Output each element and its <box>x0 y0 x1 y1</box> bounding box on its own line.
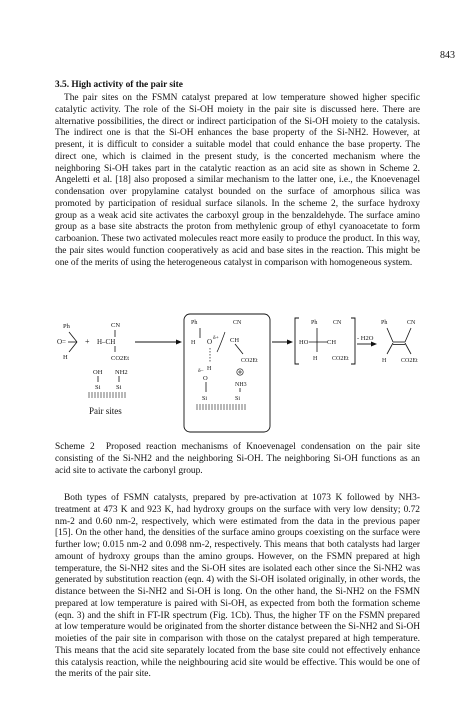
scheme-label: CH <box>230 337 240 344</box>
scheme-label: CO2Et <box>241 358 258 364</box>
scheme-label: CH <box>327 339 337 346</box>
scheme-label: NH2 <box>115 369 128 376</box>
scheme-label: CN <box>111 322 121 329</box>
scheme-label: H <box>313 356 318 362</box>
pair-sites-label: Pair sites <box>89 406 122 416</box>
page-number: 843 <box>440 50 455 61</box>
scheme-label: δ+ <box>213 335 219 341</box>
scheme-label: NH3 <box>235 382 247 388</box>
scheme-label: Si <box>95 384 101 391</box>
body-paragraph-2 <box>55 493 420 681</box>
scheme-label: Ph <box>311 320 318 326</box>
paragraph-text: The pair sites on the FSMN catalyst prepared at low temperature showed higher specific catalytic activity. The role of the Si-OH moiety in the pair site is discussed here. There are alternative possibilities, the direct or indirect participation of the Si-OH moiety to the catalysis. The indirect one is that the Si-OH enhances the base property of the Si-NH2. However, at present, it is difficult to consider a suitable model that could enhance the base property. The direct one, which is claimed in the present study, is the concerted mechanism where the neighboring Si-OH takes part in the catalytic reaction as an acid site as shown in Scheme 2. Angeletti et al. [18] also proposed a similar mechanism to the latter one, i.e., the Knoevenagel condensation over propylamine catalyst bounded on the surface of amorphous silica was promoted by participation of residual surface silanols. In the scheme 2, the surface hydroxy group as a weak acid site activates the carboxyl group in the benzaldehyde. The surface amino group as a base site abstracts the proton from methylenic group of ethyl cyanoacetate to form carboanion. These two activated molecules react more easily to produce the product. In this way, the pair sites would function cooperatively as acid and base sites in the reaction. This might be one of the merits of using the heterogeneous catalyst in comparison with homogeneous system. <box>55 93 420 268</box>
scheme-label: Ph <box>191 320 198 326</box>
scheme-label: H <box>191 340 196 346</box>
scheme-label: H <box>382 358 387 364</box>
scheme-label: OH <box>93 369 103 376</box>
scheme-label: O <box>203 375 208 382</box>
scheme-label: CO2Et <box>332 356 349 362</box>
scheme-label: CN <box>407 320 416 326</box>
scheme-label: CO2Et <box>111 355 130 362</box>
scheme-label: Ph <box>381 320 388 326</box>
scheme-label: H <box>63 354 68 361</box>
scheme-label: CN <box>233 320 242 326</box>
scheme-label: Si <box>116 384 122 391</box>
scheme-label: HO <box>299 339 309 346</box>
scheme-caption <box>55 442 420 477</box>
paragraph-text: Both types of FSMN catalysts, prepared by pre-activation at 1073 K followed by NH3-treatment at 473 K and 923 K, had hydroxy groups on the surface with very low density; 0.72 nm-2 and 0.60 nm-2, respectively, which were estimated from the data in the previous paper [15]. On the other hand, the densities of the surface amino groups coexisting on the surface were further low; 0.015 nm-2 and 0.098 nm-2, respectively. This means that both catalysts had larger amount of hydroxy groups than the amino groups. However, on the FSMN prepared at high temperature, the Si-NH2 sites and the Si-OH sites are isolated each other since the Si-NH2 was generated by substitution reaction (eqn. 4) with the Si-OH isolated originally, in other words, the distance between the Si-NH2 and Si-OH is long. On the other hand, the Si-NH2 on the FSMN prepared at low temperature is paired with Si-OH, as expected from both the formation scheme (eqn. 3) and the shift in FT-IR spectrum (Fig. 1Cb). Thus, the higher TF on the FSMN prepared at low temperature would be originated from the shorter distance between the Si-NH2 and Si-OH moieties of the pair site in comparison with those on the catalyst prepared at high temperature. This means that the acid site separately located from the base site could not effectively enhance this catalysis reaction, while the neighbouring acid site would be effective. This would be one of the merits of the pair site. <box>55 493 420 680</box>
caption-text: Proposed reaction mechanisms of Knoevenagel condensation on the pair site consisting of the Si-NH2 and the neighboring Si-OH. The neighboring Si-OH functions as an acid site to activate the carbonyl group. <box>55 442 420 476</box>
scheme-label: Ph <box>63 323 70 330</box>
scheme-label: CN <box>333 320 342 326</box>
scheme-label: Si <box>235 396 241 402</box>
scheme-label: + <box>85 337 90 346</box>
scheme-label: O <box>207 338 213 346</box>
section-heading: 3.5. High activity of the pair site <box>55 80 183 90</box>
reaction-scheme <box>55 312 420 440</box>
scheme-label: H <box>207 366 212 372</box>
body-paragraph-1 <box>55 93 420 269</box>
scheme-label: O= <box>57 338 67 346</box>
scheme-label: CO2Et <box>401 358 418 364</box>
caption-number: Scheme 2 <box>55 442 95 452</box>
scheme-label: - H2O <box>357 335 374 342</box>
scheme-label: H–CH <box>97 338 116 346</box>
scheme-label: δ– <box>198 368 204 374</box>
scheme-label: Si <box>202 396 208 402</box>
